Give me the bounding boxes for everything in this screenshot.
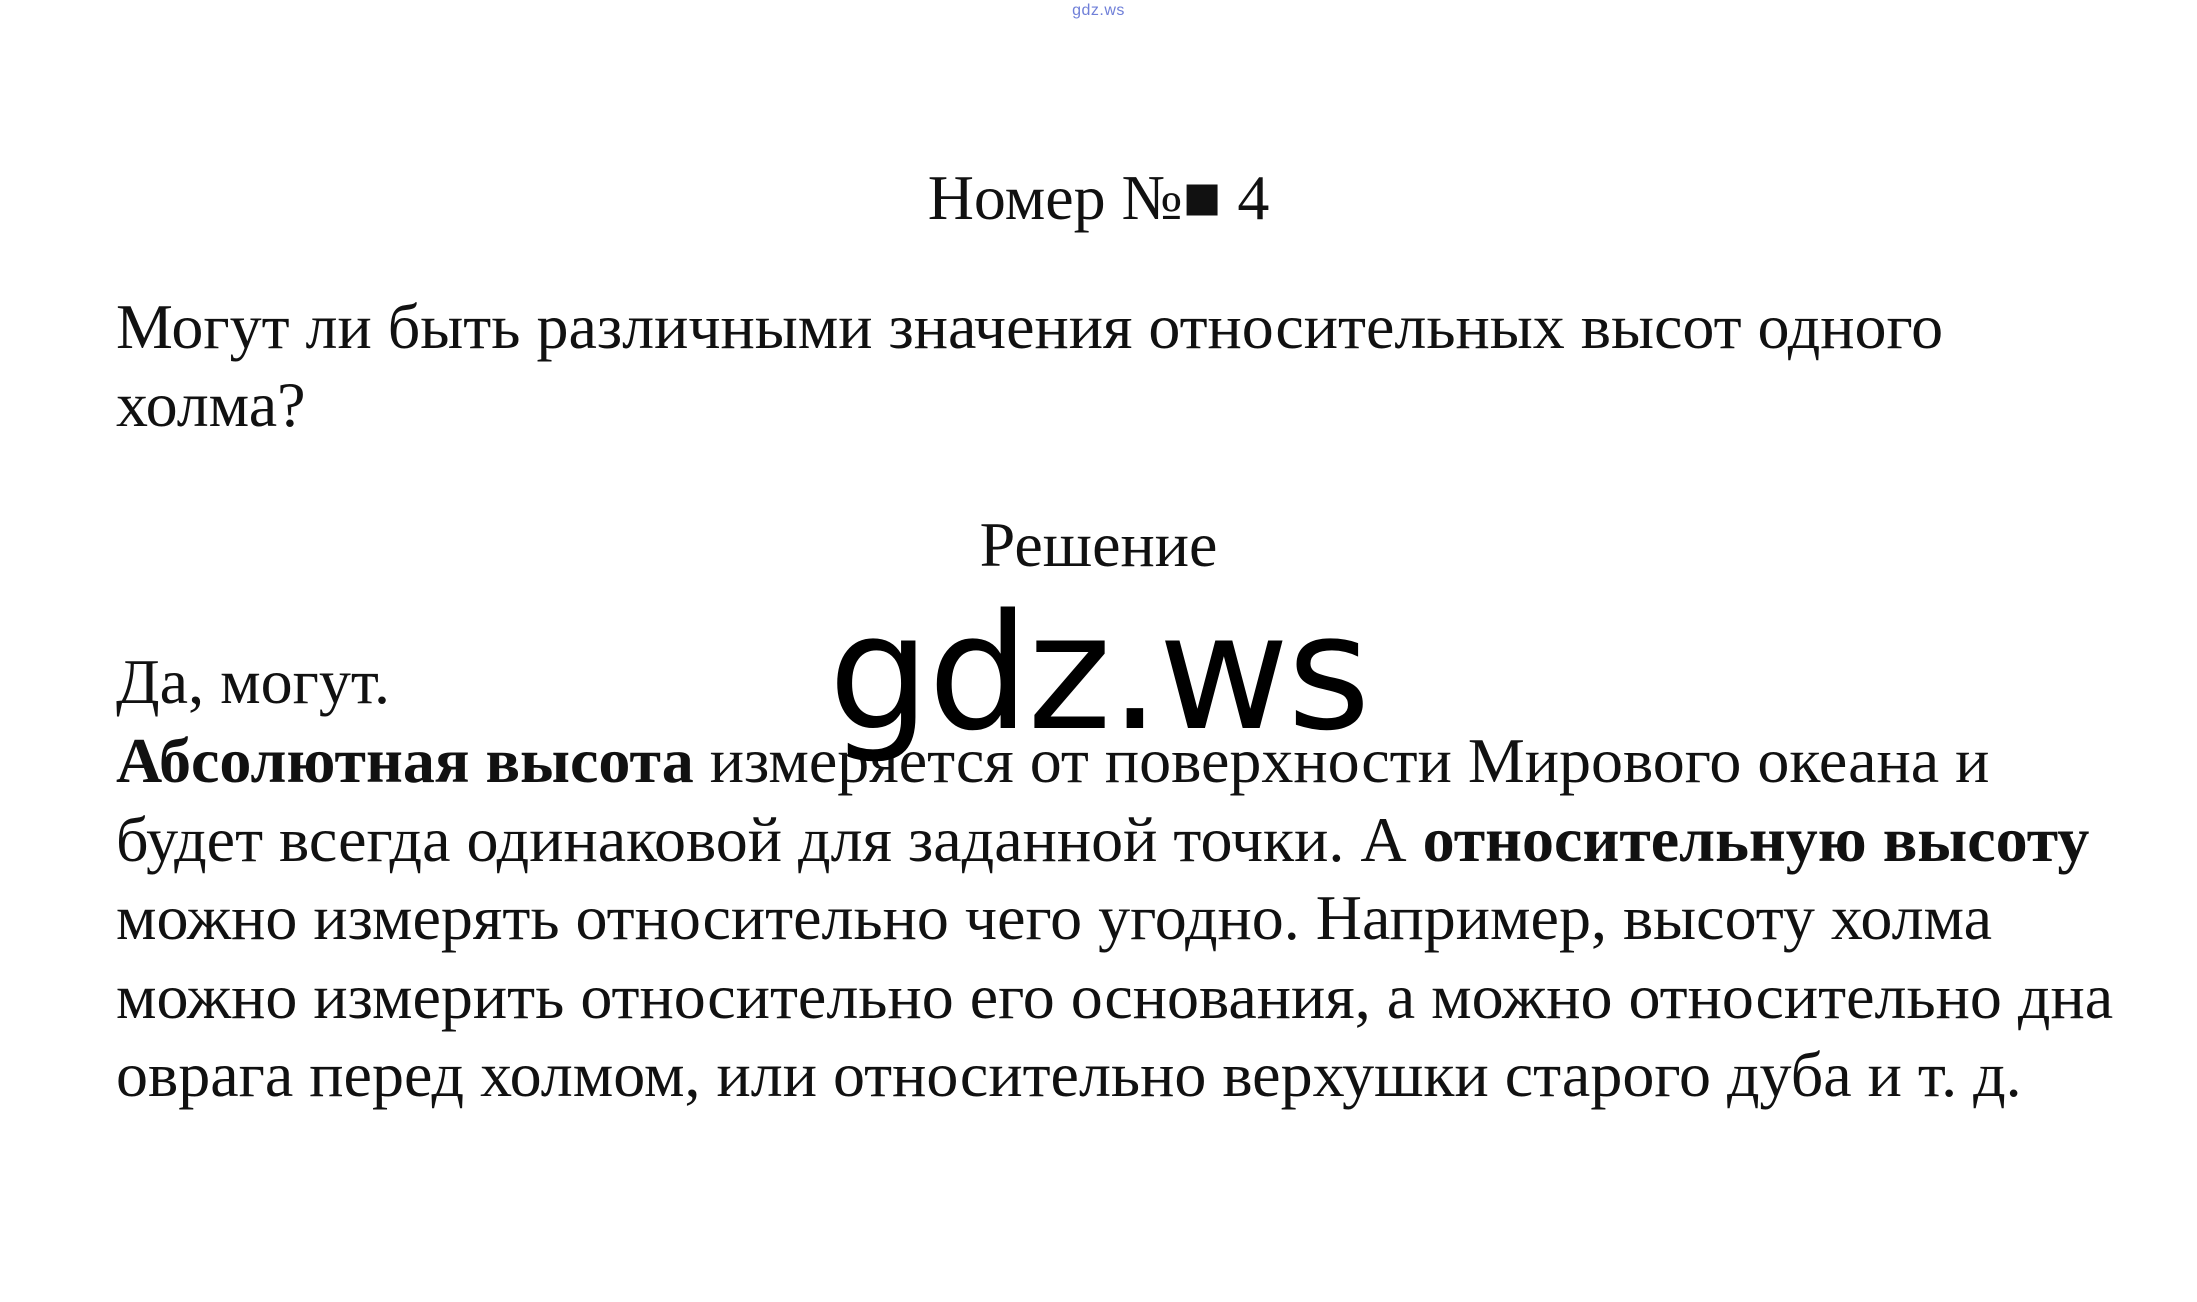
page-title: Номер №■ 4	[927, 162, 1270, 233]
answer-short: Да, могут.	[116, 646, 390, 717]
question-text: Могут ли быть различными значения относительных высот одного холма?	[116, 291, 1944, 440]
watermark-logo: gdz.ws	[828, 579, 1369, 766]
explanation-part-2: можно измерять относительно чего угодно. Например, высоту холма можно измерить относительно его основания, а можно относительно дна оврага перед холмом, или относительно верхушки старого дуба и т. д.	[116, 882, 2114, 1110]
solution-heading: Решение	[979, 509, 1218, 580]
term-relative-height: относительную высоту	[1422, 803, 2090, 875]
answer-explanation	[116, 722, 2116, 1115]
explanation-part-1: измеряется от поверхности Мирового океана и будет всегда одинаковой для заданной точки. А	[116, 725, 1990, 875]
top-site-mark: gdz.ws	[1072, 2, 1125, 19]
term-absolute-height: Абсолютная высота	[116, 725, 694, 796]
